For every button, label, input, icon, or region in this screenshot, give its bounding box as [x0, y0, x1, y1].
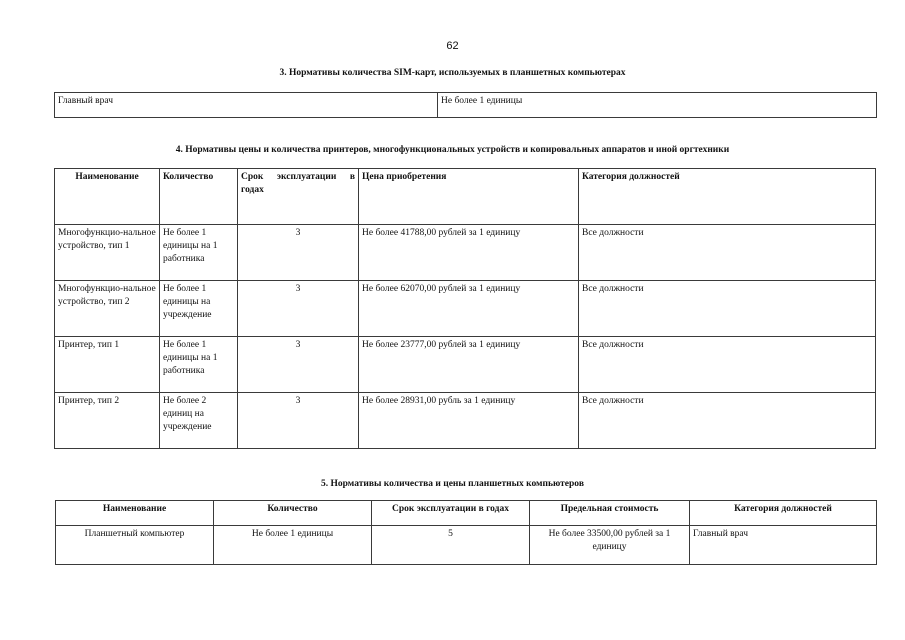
- table-cell: Все должности: [579, 337, 876, 393]
- table-cell: Многофункцио-нальное устройство, тип 2: [55, 281, 160, 337]
- header-service-life-line2: годах: [241, 185, 264, 195]
- page-number: 62: [446, 40, 459, 52]
- table-cell: Не более 33500,00 рублей за 1 единицу: [530, 526, 690, 565]
- table-row: [56, 526, 877, 565]
- section-4-title: 4. Нормативы цены и количества принтеров, многофункциональных устройств и копировальных аппаратов и иной оргтехники: [175, 145, 730, 155]
- table-cell: Не более 1 единицы на учреждение: [160, 281, 238, 337]
- table-row: [55, 93, 877, 118]
- office-equipment-table: [54, 168, 876, 449]
- table-header-row: [56, 501, 877, 526]
- table-header-row: [55, 169, 876, 225]
- header-quantity: Количество: [214, 501, 372, 526]
- table-cell: 3: [238, 281, 359, 337]
- table-cell: Главный врач: [690, 526, 877, 565]
- header-max-cost: Предельная стоимость: [530, 501, 690, 526]
- section-3-title: 3. Нормативы количества SIM-карт, используемых в планшетных компьютерах: [279, 68, 626, 78]
- sim-cards-table: [54, 92, 877, 118]
- header-category: Категория должностей: [690, 501, 877, 526]
- header-service-life: Срок эксплуатации в годах: [372, 501, 530, 526]
- table-cell: 3: [238, 393, 359, 449]
- table-cell: 3: [238, 225, 359, 281]
- header-name: Наименование: [55, 169, 160, 225]
- table-cell: Не более 1 единицы: [214, 526, 372, 565]
- table-cell: Все должности: [579, 225, 876, 281]
- table-cell: Не более 23777,00 рублей за 1 единицу: [359, 337, 579, 393]
- table-row: [55, 281, 876, 337]
- table-cell: 5: [372, 526, 530, 565]
- table-row: [55, 337, 876, 393]
- table-cell: Не более 1 единицы: [438, 93, 877, 118]
- header-service-life-line1: Срок эксплуатации в: [241, 172, 355, 182]
- table-cell: Не более 62070,00 рублей за 1 единицу: [359, 281, 579, 337]
- table-cell: Не более 41788,00 рублей за 1 единицу: [359, 225, 579, 281]
- table-cell: Не более 28931,00 рубль за 1 единицу: [359, 393, 579, 449]
- header-category: Категория должностей: [579, 169, 876, 225]
- table-cell: Не более 1 единицы на 1 работника: [160, 337, 238, 393]
- header-name: Наименование: [56, 501, 214, 526]
- table-cell: Все должности: [579, 393, 876, 449]
- table-cell: Принтер, тип 1: [55, 337, 160, 393]
- table-cell: Главный врач: [55, 93, 438, 118]
- section-5-title: 5. Нормативы количества и цены планшетных компьютеров: [321, 479, 584, 489]
- tablets-table: [55, 500, 877, 565]
- table-cell: Многофункцио-нальное устройство, тип 1: [55, 225, 160, 281]
- table-cell: Не более 2 единиц на учреждение: [160, 393, 238, 449]
- header-price: Цена приобретения: [359, 169, 579, 225]
- table-cell: 3: [238, 337, 359, 393]
- table-cell: Все должности: [579, 281, 876, 337]
- table-row: [55, 393, 876, 449]
- header-service-life: [238, 169, 359, 225]
- table-cell: Планшетный компьютер: [56, 526, 214, 565]
- table-cell: Не более 1 единицы на 1 работника: [160, 225, 238, 281]
- table-cell: Принтер, тип 2: [55, 393, 160, 449]
- table-row: [55, 225, 876, 281]
- header-quantity: Количество: [160, 169, 238, 225]
